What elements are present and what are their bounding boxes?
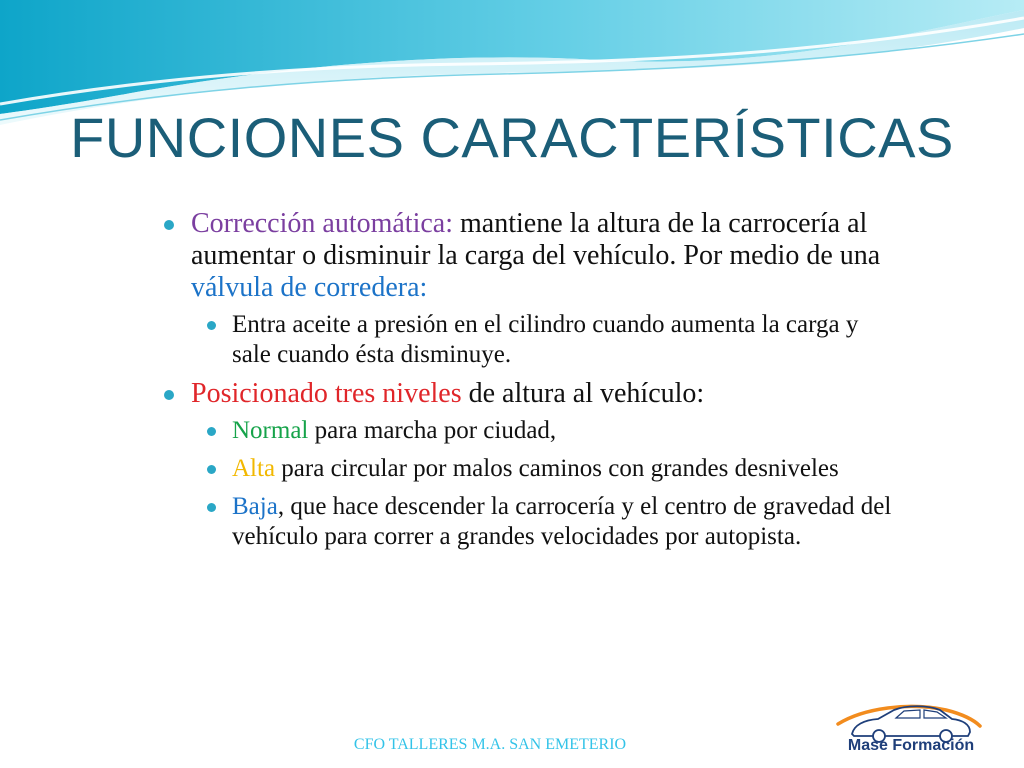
term-baja: Baja — [232, 493, 278, 520]
bullet-correccion-automatica — [162, 208, 902, 304]
bullet-dot-icon — [207, 465, 216, 474]
term-alta: Alta — [232, 455, 276, 482]
sub-bullet-text: para circular por malos caminos con grandes desniveles — [275, 455, 839, 482]
term-valvula-corredera: válvula de corredera: — [191, 272, 428, 303]
bullet-dot-icon — [164, 390, 174, 400]
slide-content — [162, 208, 902, 560]
logo-text: Mase Formación — [847, 737, 975, 754]
term-posicionado-tres-niveles: Posicionado tres niveles — [191, 378, 462, 409]
term-correccion-automatica: Corrección automática: — [191, 208, 453, 239]
term-normal: Normal — [232, 417, 309, 444]
sub-bullet-text: para marcha por ciudad, — [308, 417, 557, 444]
sub-bullet-baja — [162, 492, 902, 552]
sub-bullet-text: Entra aceite a presión en el cilindro cuando aumenta la carga y sale cuando ésta disminuye. — [232, 311, 859, 368]
slide-title: FUNCIONES CARACTERÍSTICAS — [70, 106, 954, 169]
sub-bullet-text: , que hace descender la carrocería y el centro de gravedad del vehículo para correr a grandes velocidades por autopista. — [232, 493, 892, 550]
sub-bullet-alta — [162, 454, 902, 484]
bullet-text: mantiene la altura de la carrocería al aumentar o disminuir la carga del vehículo. Por medio de una — [191, 208, 881, 271]
bullet-text: de altura al vehículo: — [461, 378, 705, 409]
bullet-dot-icon — [207, 427, 216, 436]
bullet-posicionado-niveles — [162, 378, 902, 410]
sub-bullet-entra-aceite — [162, 310, 902, 370]
footer-text: CFO TALLERES M.A. SAN EMETERIO — [353, 736, 627, 753]
sub-bullet-normal — [162, 416, 902, 446]
bullet-dot-icon — [207, 503, 216, 512]
bullet-dot-icon — [207, 321, 216, 330]
bullet-dot-icon — [164, 220, 174, 230]
